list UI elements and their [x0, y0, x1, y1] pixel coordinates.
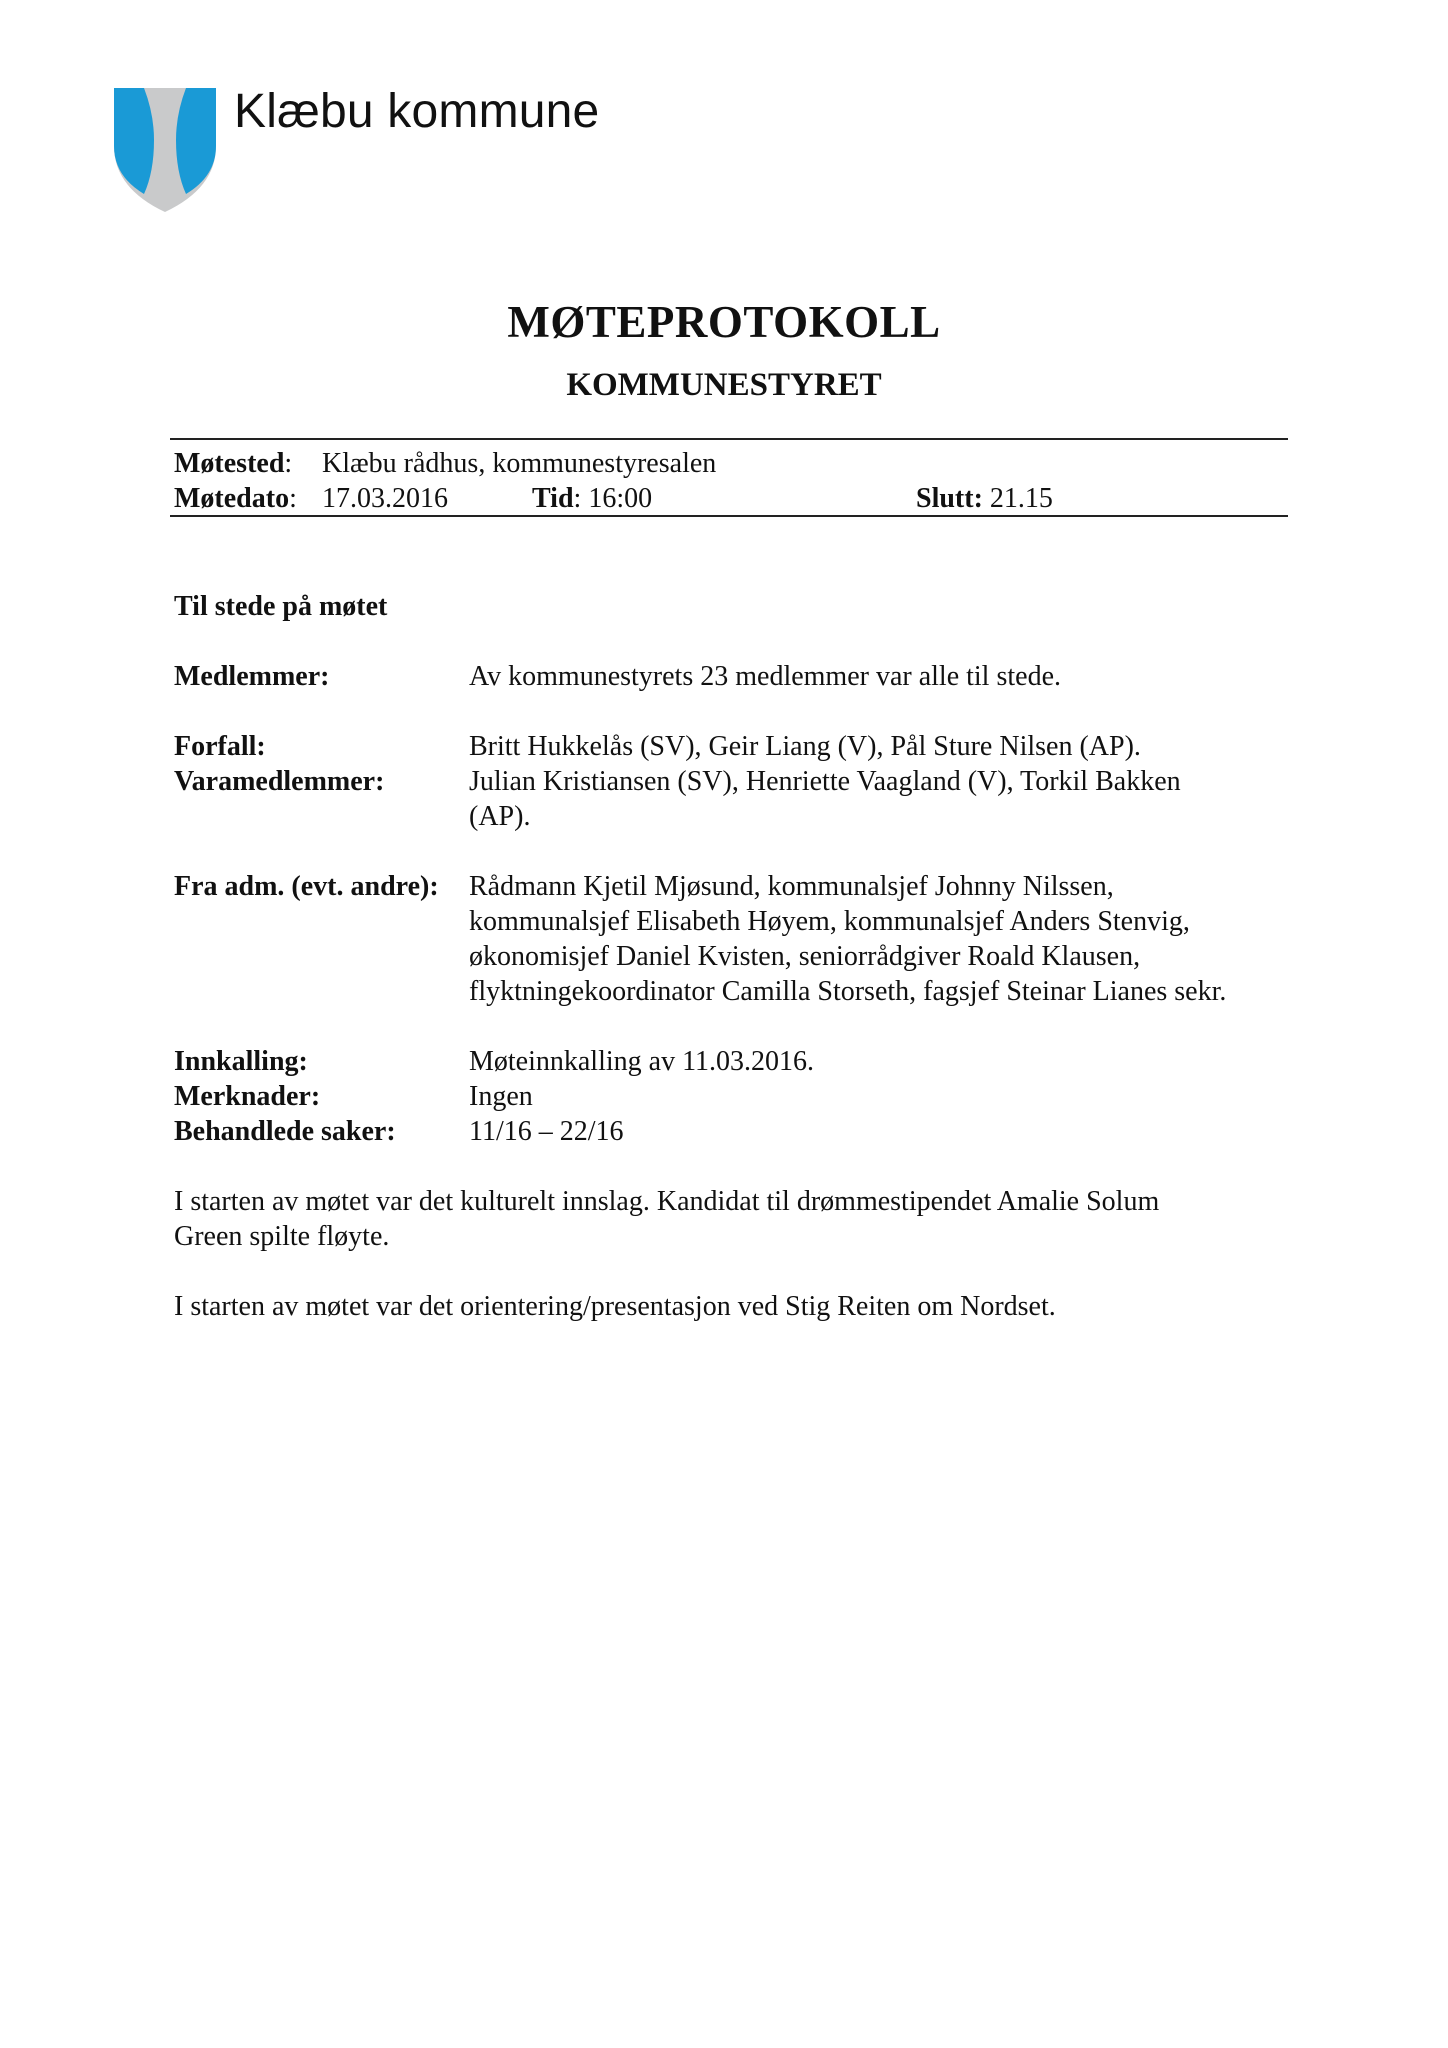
- admin-value-line-1: Rådmann Kjetil Mjøsund, kommunalsjef Johnny Nilssen,: [469, 871, 1114, 902]
- attendance-heading: Til stede på møtet: [174, 591, 388, 622]
- meeting-time-label: Tid: [532, 483, 574, 514]
- substitutes-label: Varamedlemmer:: [174, 766, 385, 797]
- meeting-date-separator: :: [289, 483, 297, 514]
- meeting-place-value: Klæbu rådhus, kommunestyresalen: [322, 448, 717, 479]
- substitutes-value-line-2: (AP).: [469, 801, 531, 832]
- summons-label: Innkalling:: [174, 1046, 308, 1077]
- absent-value: Britt Hukkelås (SV), Geir Liang (V), Pål Sture Nilsen (AP).: [469, 731, 1141, 762]
- organization-name: Klæbu kommune: [234, 85, 600, 138]
- document-subtitle: KOMMUNESTYRET: [566, 367, 882, 403]
- admin-value-line-2: kommunalsjef Elisabeth Høyem, kommunalsjef Anders Stenvig,: [469, 906, 1190, 937]
- absent-label: Forfall:: [174, 731, 266, 762]
- summons-value: Møteinnkalling av 11.03.2016.: [469, 1046, 815, 1077]
- meeting-time-row: [532, 481, 652, 516]
- meeting-place-separator: :: [284, 448, 293, 479]
- remarks-value: Ingen: [469, 1081, 533, 1112]
- meeting-time-separator: :: [573, 483, 582, 514]
- admin-label: Fra adm. (evt. andre):: [174, 871, 439, 902]
- note-paragraph-1-line-2: Green spilte fløyte.: [174, 1221, 390, 1252]
- note-paragraph-1-line-1: I starten av møtet var det kulturelt innslag. Kandidat til drømmestipendet Amalie Solum: [174, 1186, 1160, 1217]
- remarks-label: Merknader:: [174, 1081, 321, 1112]
- divider-top: [170, 438, 1288, 440]
- meeting-time-value: 16:00: [588, 483, 653, 514]
- members-value: Av kommunestyrets 23 medlemmer var alle til stede.: [469, 661, 1061, 692]
- meeting-end-value: 21.15: [989, 483, 1053, 514]
- meeting-date-value: 17.03.2016: [322, 483, 448, 514]
- meeting-end-label: Slutt:: [916, 483, 983, 514]
- meeting-date-row: [174, 481, 297, 516]
- document-title: MØTEPROTOKOLL: [507, 297, 941, 347]
- meeting-end-row: [916, 481, 1053, 516]
- substitutes-value-line-1: Julian Kristiansen (SV), Henriette Vaagland (V), Torkil Bakken: [469, 766, 1181, 797]
- meeting-date-label: Møtedato: [174, 483, 290, 514]
- admin-value-line-4: flyktningekoordinator Camilla Storseth, fagsjef Steinar Lianes sekr.: [469, 976, 1227, 1007]
- meeting-place-row: [174, 446, 292, 481]
- cases-value: 11/16 – 22/16: [469, 1116, 624, 1147]
- members-label: Medlemmer:: [174, 661, 330, 692]
- note-paragraph-2: I starten av møtet var det orientering/presentasjon ved Stig Reiten om Nordset.: [174, 1291, 1056, 1322]
- admin-value-line-3: økonomisjef Daniel Kvisten, seniorrådgiver Roald Klausen,: [469, 941, 1141, 972]
- klaebu-coat-of-arms-icon: [110, 84, 220, 214]
- cases-label: Behandlede saker:: [174, 1116, 396, 1147]
- divider-bottom: [170, 515, 1288, 517]
- meeting-place-label: Møtested: [174, 448, 285, 479]
